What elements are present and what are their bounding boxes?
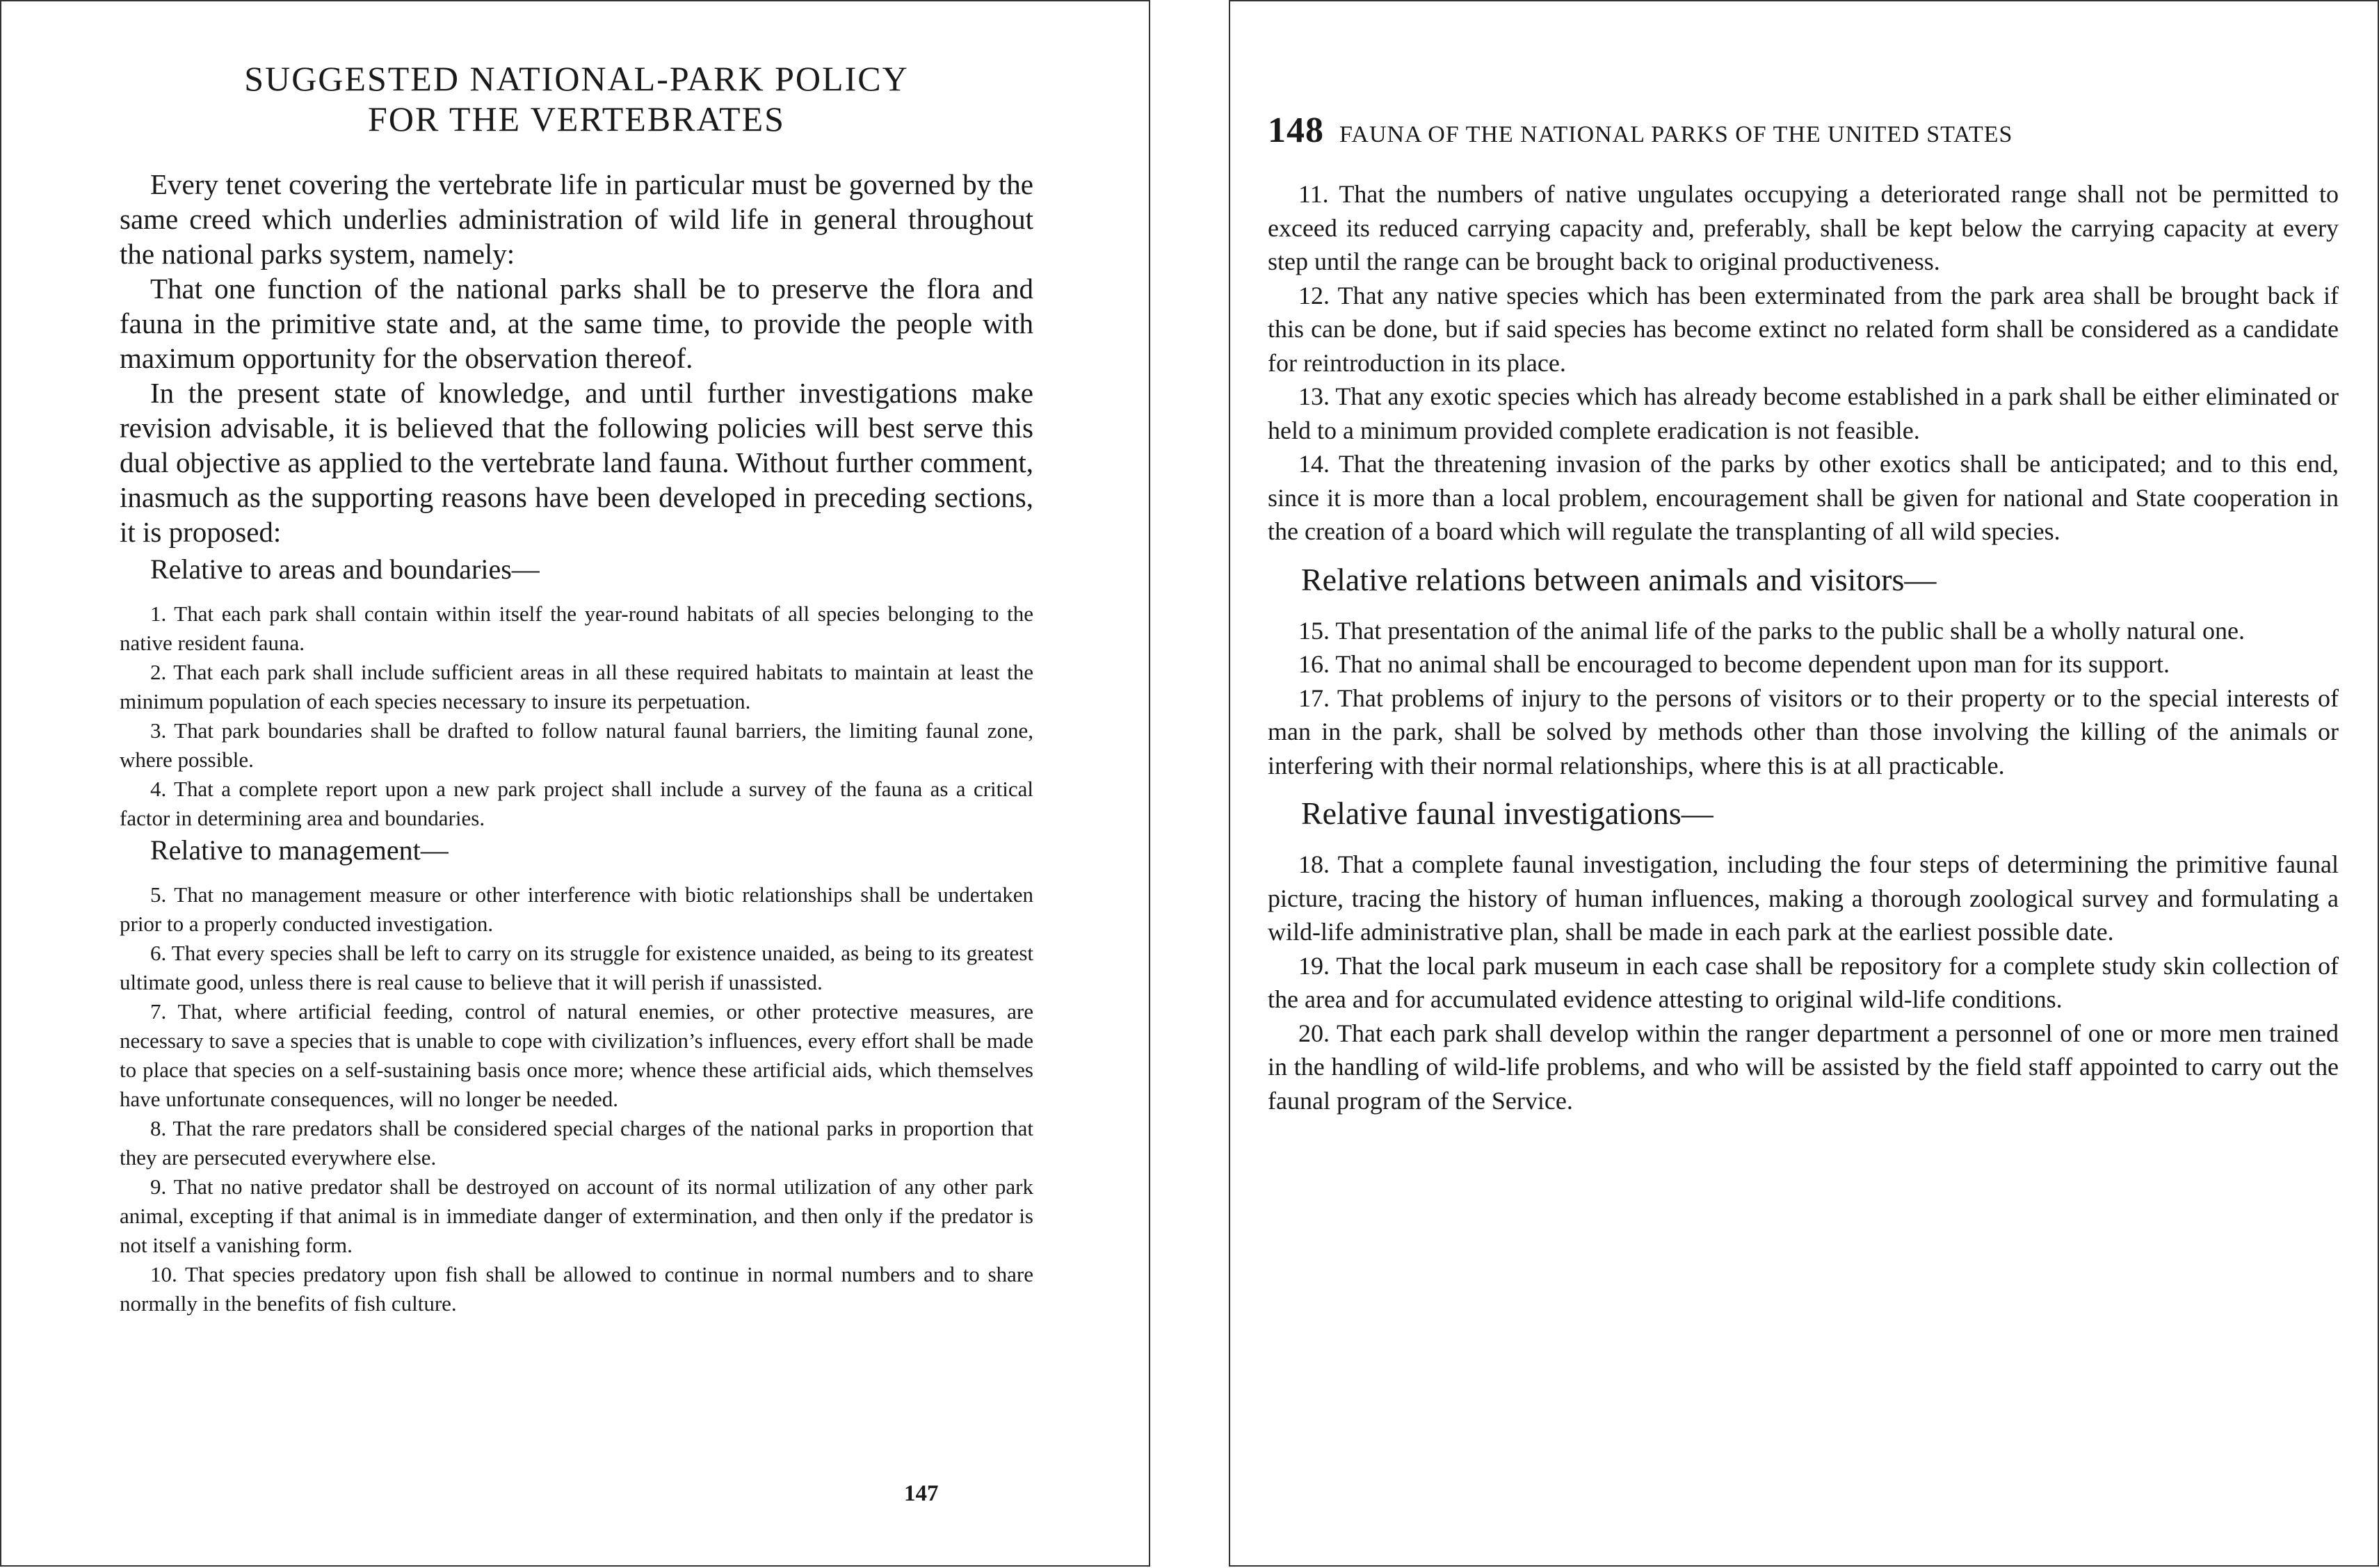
policy-item: 9. That no native predator shall be destroyed on account of its normal utilization of any other park animal, excepting if that animal is in immediate danger of extermination, and then only if the predator is not itself a vanishing form.: [120, 1174, 1033, 1257]
intro-paragraphs: [120, 167, 1033, 549]
intro-paragraph: That one function of the national parks shall be to preserve the flora and fauna in the primitive state and, at the same time, to provide the people with maximum opportunity for the observation thereof.: [120, 273, 1033, 374]
policy-list-continued: [1268, 177, 2339, 549]
policy-list-areas: [120, 599, 1033, 833]
policy-item: 15. That presentation of the animal life of the parks to the public shall be a wholly natural one.: [1298, 616, 2245, 645]
page-number-right: 148: [1268, 111, 1324, 150]
policy-list-management: [120, 880, 1033, 1318]
page-title: [120, 58, 1033, 139]
policy-item: 8. That the rare predators shall be considered special charges of the national parks in proportion that they are persecuted everywhere else.: [120, 1116, 1033, 1170]
policy-item: 20. That each park shall develop within the ranger department a personnel of one or more men trained in the handling of wild-life problems, and who will be assisted by the field staff appointed to carry out the faunal program of the Service.: [1268, 1019, 2339, 1115]
policy-item: 19. That the local park museum in each case shall be repository for a complete study skin collection of the area and for accumulated evidence attesting to original wild-life conditions.: [1268, 951, 2339, 1013]
intro-paragraph: Every tenet covering the vertebrate life in particular must be governed by the same creed which underlies administration of wild life in general throughout the national parks system, namely:: [120, 168, 1033, 270]
policy-item: 7. That, where artificial feeding, control of natural enemies, or other protective measures, are necessary to save a species that is unable to cope with civilization’s influences, every effort shall be made to place that species on a self-sustaining basis once more; whence these artificial aids, which themselves have unfortunate consequences, will no longer be needed.: [120, 999, 1033, 1111]
right-page-content: [1268, 177, 2339, 1117]
policy-item: 1. That each park shall contain within itself the year-round habitats of all species belonging to the native resident fauna.: [120, 601, 1033, 655]
running-head-title: FAUNA OF THE NATIONAL PARKS OF THE UNITED STATES: [1339, 122, 2013, 147]
policy-item: 12. That any native species which has been exterminated from the park area shall be brought back if this can be done, but if said species has become extinct no related form shall be considered as a candidate for reintroduction in its place.: [1268, 281, 2339, 377]
subhead-investigations: Relative faunal investigations—: [1301, 795, 1713, 831]
policy-item: 14. That the threatening invasion of the parks by other exotics shall be anticipated; and to this end, since it is more than a local problem, encouragement shall be given for national and State cooperation in the creation of a board which will regulate the transplanting of all wild species.: [1268, 450, 2339, 545]
policy-item: 3. That park boundaries shall be drafted to follow natural faunal barriers, the limiting faunal zone, where possible.: [120, 718, 1033, 772]
page-number-left: 147: [904, 1481, 939, 1506]
title-line-1: SUGGESTED NATIONAL-PARK POLICY: [244, 59, 909, 98]
left-page-content: [120, 58, 1033, 1318]
policy-list-investigations: [1268, 848, 2339, 1117]
policy-item: 16. That no animal shall be encouraged to become dependent upon man for its support.: [1298, 650, 2170, 678]
policy-item: 2. That each park shall include sufficient areas in all these required habitats to maintain at least the minimum population of each species necessary to insure its perpetuation.: [120, 660, 1033, 713]
title-line-2: FOR THE VERTEBRATES: [368, 99, 785, 138]
subhead-visitors: Relative relations between animals and visitors—: [1301, 561, 1937, 597]
intro-paragraph: In the present state of knowledge, and until further investigations make revision advisable, it is believed that the following policies will best serve this dual objective as applied to the vertebrate land fauna. Without further comment, inasmuch as the supporting reasons have been developed in preceding sections, it is proposed:: [120, 377, 1033, 548]
policy-item: 4. That a complete report upon a new park project shall include a survey of the fauna as a critical factor in determining area and boundaries.: [120, 777, 1033, 830]
policy-item: 18. That a complete faunal investigation, including the four steps of determining the primitive faunal picture, tracing the history of human influences, making a thorough zoological survey and formulating a wild-life administrative plan, shall be made in each park at the earliest possible date.: [1268, 850, 2339, 946]
policy-item: 6. That every species shall be left to carry on its struggle for existence unaided, as being to its greatest ultimate good, unless there is real cause to believe that it will perish if unassisted.: [120, 941, 1033, 994]
subhead-management: Relative to management—: [150, 834, 449, 866]
policy-list-visitors: [1268, 614, 2339, 783]
policy-item: 11. That the numbers of native ungulates occupying a deteriorated range shall not be permitted to exceed its reduced carrying capacity and, preferably, shall be kept below the carrying capacity at every step until the range can be brought back to original productiveness.: [1268, 180, 2339, 275]
policy-item: 10. That species predatory upon fish shall be allowed to continue in normal numbers and to share normally in the benefits of fish culture.: [120, 1262, 1033, 1316]
running-head: [1268, 110, 2339, 156]
policy-item: 13. That any exotic species which has already become established in a park shall be either eliminated or held to a minimum provided complete eradication is not feasible.: [1268, 382, 2339, 444]
policy-item: 5. That no management measure or other interference with biotic relationships shall be undertaken prior to a properly conducted investigation.: [120, 882, 1033, 936]
subhead-areas: Relative to areas and boundaries—: [150, 553, 540, 585]
policy-item: 17. That problems of injury to the persons of visitors or to their property or to the special interests of man in the park, shall be solved by methods other than those involving the killing of the animals or interfering with their normal relationships, where this is at all practicable.: [1268, 684, 2339, 779]
